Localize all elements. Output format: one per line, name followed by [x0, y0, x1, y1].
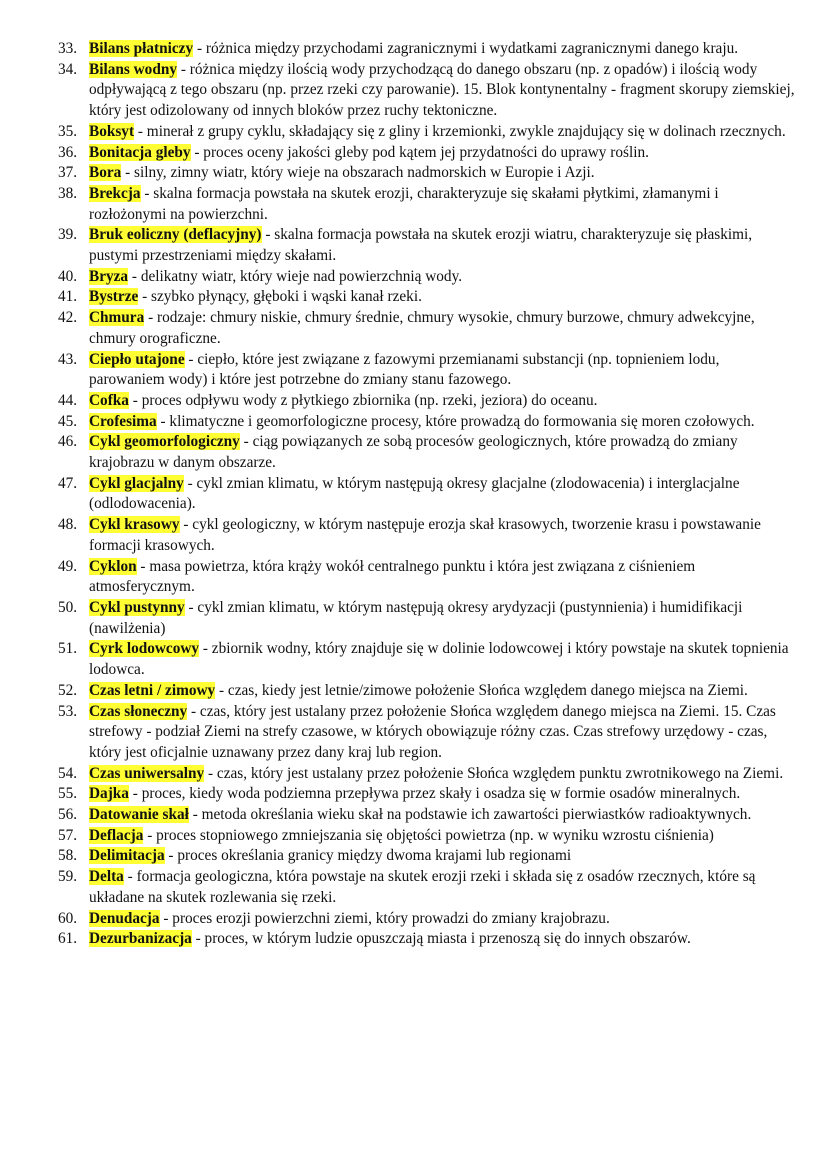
- entry-term: Bonitacja gleby: [89, 143, 191, 161]
- entry-number: 47.: [58, 474, 78, 492]
- entry-definition: - masa powietrza, która krąży wokół centralnego punktu i która jest związana z ciśnieniem atmosferycznym.: [89, 557, 696, 596]
- entry-definition: - cykl zmian klimatu, w którym następują okresy glacjalne (zlodowacenia) i interglacjalne (odlodowacenia).: [89, 474, 740, 513]
- entry-definition: - proces stopniowego zmniejszania się objętości powietrza (np. w wyniku wzrostu ciśnienia): [143, 826, 714, 844]
- entry-term: Czas uniwersalny: [89, 764, 205, 782]
- entry-number: 44.: [58, 391, 78, 409]
- entry-number: 45.: [58, 412, 78, 430]
- entry-term: Cykl glacjalny: [89, 474, 184, 492]
- glossary-entry: [58, 867, 796, 908]
- glossary-entry: [58, 826, 796, 847]
- entry-number: 49.: [58, 557, 78, 575]
- entry-number: 37.: [58, 164, 78, 182]
- entry-term: Deflacja: [89, 826, 144, 844]
- entry-definition: - cykl geologiczny, w którym następuje erozja skał krasowych, tworzenie krasu i powstawanie formacji krasowych.: [89, 516, 761, 554]
- entry-term: Dajka: [89, 785, 129, 803]
- glossary-entry: [58, 557, 796, 598]
- entry-number: 40.: [58, 267, 78, 285]
- entry-definition: - różnica między ilością wody przychodzącą do danego obszaru (np. z opadów) i ilością wody odpływającą z tego obszaru (np. przez rzeki czy parowanie). 15. Blok kontynentalny - fragment skorupy ziemskiej, który jest odizolowany od innych bloków przez ruchy tektoniczne.: [89, 60, 795, 120]
- entry-term: Cofka: [89, 391, 129, 409]
- glossary-entry: [58, 639, 796, 680]
- entry-number: 35.: [58, 122, 78, 140]
- glossary-entry: [58, 764, 796, 785]
- entry-definition: - proces, w którym ludzie opuszczają miasta i przenoszą się do innych obszarów.: [191, 930, 691, 948]
- glossary-entry: [58, 515, 796, 556]
- entry-number: 39.: [58, 226, 78, 244]
- entry-definition: - cykl zmian klimatu, w którym następują okresy arydyzacji (pustynnienia) i humidifikacji (nawilżenia): [89, 598, 743, 637]
- entry-term: Crofesima: [89, 412, 157, 430]
- entry-term: Delta: [89, 868, 124, 886]
- glossary-entry: [58, 122, 796, 143]
- entry-definition: - czas, który jest ustalany przez położenie Słońca względem danego miejsca na Ziemi. 15. Czas strefowy - podział Ziemi na strefy czasowe, w których obowiązuje różny czas. Czas strefowy urzędowy - czas, który jest oficjalnie uznawany przez dany kraj lub region.: [89, 702, 776, 761]
- entry-definition: - formacja geologiczna, która powstaje na skutek erozji rzeki i składa się z osadów rzecznych, które są układane na skutek rozlewania się rzeki.: [89, 868, 756, 906]
- entry-number: 48.: [58, 516, 78, 534]
- entry-definition: - rodzaje: chmury niskie, chmury średnie, chmury wysokie, chmury burzowe, chmury adwekcyjne, chmury orograficzne.: [89, 309, 755, 347]
- glossary-entry: [58, 805, 796, 826]
- entry-number: 53.: [58, 702, 78, 720]
- entry-term: Cyklon: [89, 557, 137, 575]
- entry-definition: - zbiornik wodny, który znajduje się w dolinie lodowcowej i który powstaje na skutek topnienia lodowca.: [89, 640, 789, 679]
- entry-number: 41.: [58, 288, 78, 306]
- glossary-entry: [58, 143, 796, 164]
- entry-definition: - delikatny wiatr, który wieje nad powierzchnią wody.: [128, 267, 463, 285]
- entry-number: 58.: [58, 847, 78, 865]
- entry-definition: - metoda określania wieku skał na podstawie ich zawartości pierwiastków radioaktywnych.: [188, 806, 752, 824]
- entry-term: Cykl krasowy: [89, 516, 180, 534]
- glossary-entry: [58, 784, 796, 805]
- entry-term: Bryza: [89, 267, 129, 285]
- entry-definition: - proces erozji powierzchni ziemi, który prowadzi do zmiany krajobrazu.: [159, 909, 610, 927]
- entry-term: Denudacja: [89, 909, 160, 927]
- entry-number: 42.: [58, 309, 78, 327]
- entry-definition: - proces oceny jakości gleby pod kątem jej przydatności do uprawy roślin.: [190, 143, 649, 161]
- entry-number: 43.: [58, 350, 78, 368]
- entry-definition: - proces, kiedy woda podziemna przepływa przez skały i osadza się w formie osadów mineralnych.: [128, 785, 741, 803]
- entry-number: 52.: [58, 681, 78, 699]
- glossary-list: [58, 39, 796, 950]
- entry-definition: - minerał z grupy cyklu, składający się z gliny i krzemionki, zwykle znajdujący się w dolinach rzecznych.: [134, 122, 786, 140]
- entry-number: 36.: [58, 143, 78, 161]
- glossary-entry: [58, 432, 796, 473]
- glossary-entry: [58, 60, 796, 122]
- entry-term: Datowanie skał: [89, 806, 189, 824]
- glossary-entry: [58, 391, 796, 412]
- entry-number: 55.: [58, 785, 78, 803]
- entry-term: Brekcja: [89, 184, 141, 202]
- entry-number: 56.: [58, 806, 78, 824]
- entry-definition: - silny, zimny wiatr, który wieje na obszarach nadmorskich w Europie i Azji.: [121, 164, 595, 182]
- entry-number: 33.: [58, 40, 78, 57]
- entry-definition: - proces odpływu wody z płytkiego zbiornika (np. rzeki, jeziora) do oceanu.: [128, 391, 598, 409]
- entry-definition: - skalna formacja powstała na skutek erozji wiatru, charakteryzuje się płaskimi, pustymi przestrzeniami między skałami.: [89, 226, 753, 265]
- entry-definition: - klimatyczne i geomorfologiczne procesy, które prowadzą do formowania się moren czołowych.: [156, 412, 755, 430]
- glossary-entry: [58, 350, 796, 391]
- glossary-entry: [58, 598, 796, 639]
- glossary-entry: [58, 163, 796, 184]
- entry-definition: - ciepło, które jest związane z fazowymi przemianami substancji (np. topnieniem lodu, parowaniem wody) i które jest potrzebne do zmiany stanu fazowego.: [89, 350, 720, 389]
- entry-definition: - różnica między przychodami zagranicznymi i wydatkami zagranicznymi danego kraju.: [193, 40, 739, 57]
- entry-definition: - czas, który jest ustalany przez położenie Słońca względem punktu zwrotnikowego na Ziemi.: [204, 764, 784, 782]
- entry-definition: - czas, kiedy jest letnie/zimowe położenie Słońca względem danego miejsca na Ziemi.: [215, 681, 748, 699]
- glossary-entry: [58, 412, 796, 433]
- entry-definition: - ciąg powiązanych ze sobą procesów geologicznych, które prowadzą do zmiany krajobrazu w danym obszarze.: [89, 433, 738, 472]
- glossary-entry: [58, 184, 796, 225]
- entry-number: 57.: [58, 826, 78, 844]
- entry-number: 51.: [58, 640, 78, 658]
- entry-number: 59.: [58, 868, 78, 886]
- entry-term: Cyrk lodowcowy: [89, 640, 200, 658]
- glossary-entry: [58, 702, 796, 764]
- glossary-entry: [58, 681, 796, 702]
- entry-term: Bora: [89, 164, 122, 182]
- entry-term: Chmura: [89, 309, 145, 327]
- entry-term: Cykl geomorfologiczny: [89, 433, 240, 451]
- glossary-entry: [58, 287, 796, 308]
- glossary-entry: [58, 474, 796, 515]
- entry-term: Bystrze: [89, 288, 139, 306]
- glossary-entry: [58, 909, 796, 930]
- entry-number: 38.: [58, 184, 78, 202]
- glossary-entry: [58, 308, 796, 349]
- entry-number: 54.: [58, 764, 78, 782]
- entry-term: Czas letni / zimowy: [89, 681, 216, 699]
- entry-term: Bilans płatniczy: [89, 40, 194, 57]
- entry-definition: - skalna formacja powstała na skutek erozji, charakteryzuje się skałami płytkimi, złamanymi i rozłożonymi na powierzchni.: [89, 184, 719, 223]
- entry-term: Ciepło utajone: [89, 350, 185, 368]
- glossary-entry: [58, 39, 796, 60]
- glossary-entry: [58, 846, 796, 867]
- entry-definition: - proces określania granicy między dwoma krajami lub regionami: [164, 847, 572, 865]
- entry-number: 60.: [58, 909, 78, 927]
- entry-number: 34.: [58, 60, 78, 78]
- entry-term: Dezurbanizacja: [89, 930, 192, 948]
- entry-definition: - szybko płynący, głęboki i wąski kanał rzeki.: [138, 288, 422, 306]
- entry-number: 61.: [58, 930, 78, 948]
- entry-term: Delimitacja: [89, 847, 165, 865]
- entry-term: Bruk eoliczny (deflacyjny): [89, 226, 262, 244]
- glossary-entry: [58, 267, 796, 288]
- glossary-entry: [58, 225, 796, 266]
- entry-term: Bilans wodny: [89, 60, 177, 78]
- glossary-entry: [58, 929, 796, 950]
- entry-number: 46.: [58, 433, 78, 451]
- entry-number: 50.: [58, 598, 78, 616]
- entry-term: Boksyt: [89, 122, 135, 140]
- entry-term: Cykl pustynny: [89, 598, 185, 616]
- entry-term: Czas słoneczny: [89, 702, 188, 720]
